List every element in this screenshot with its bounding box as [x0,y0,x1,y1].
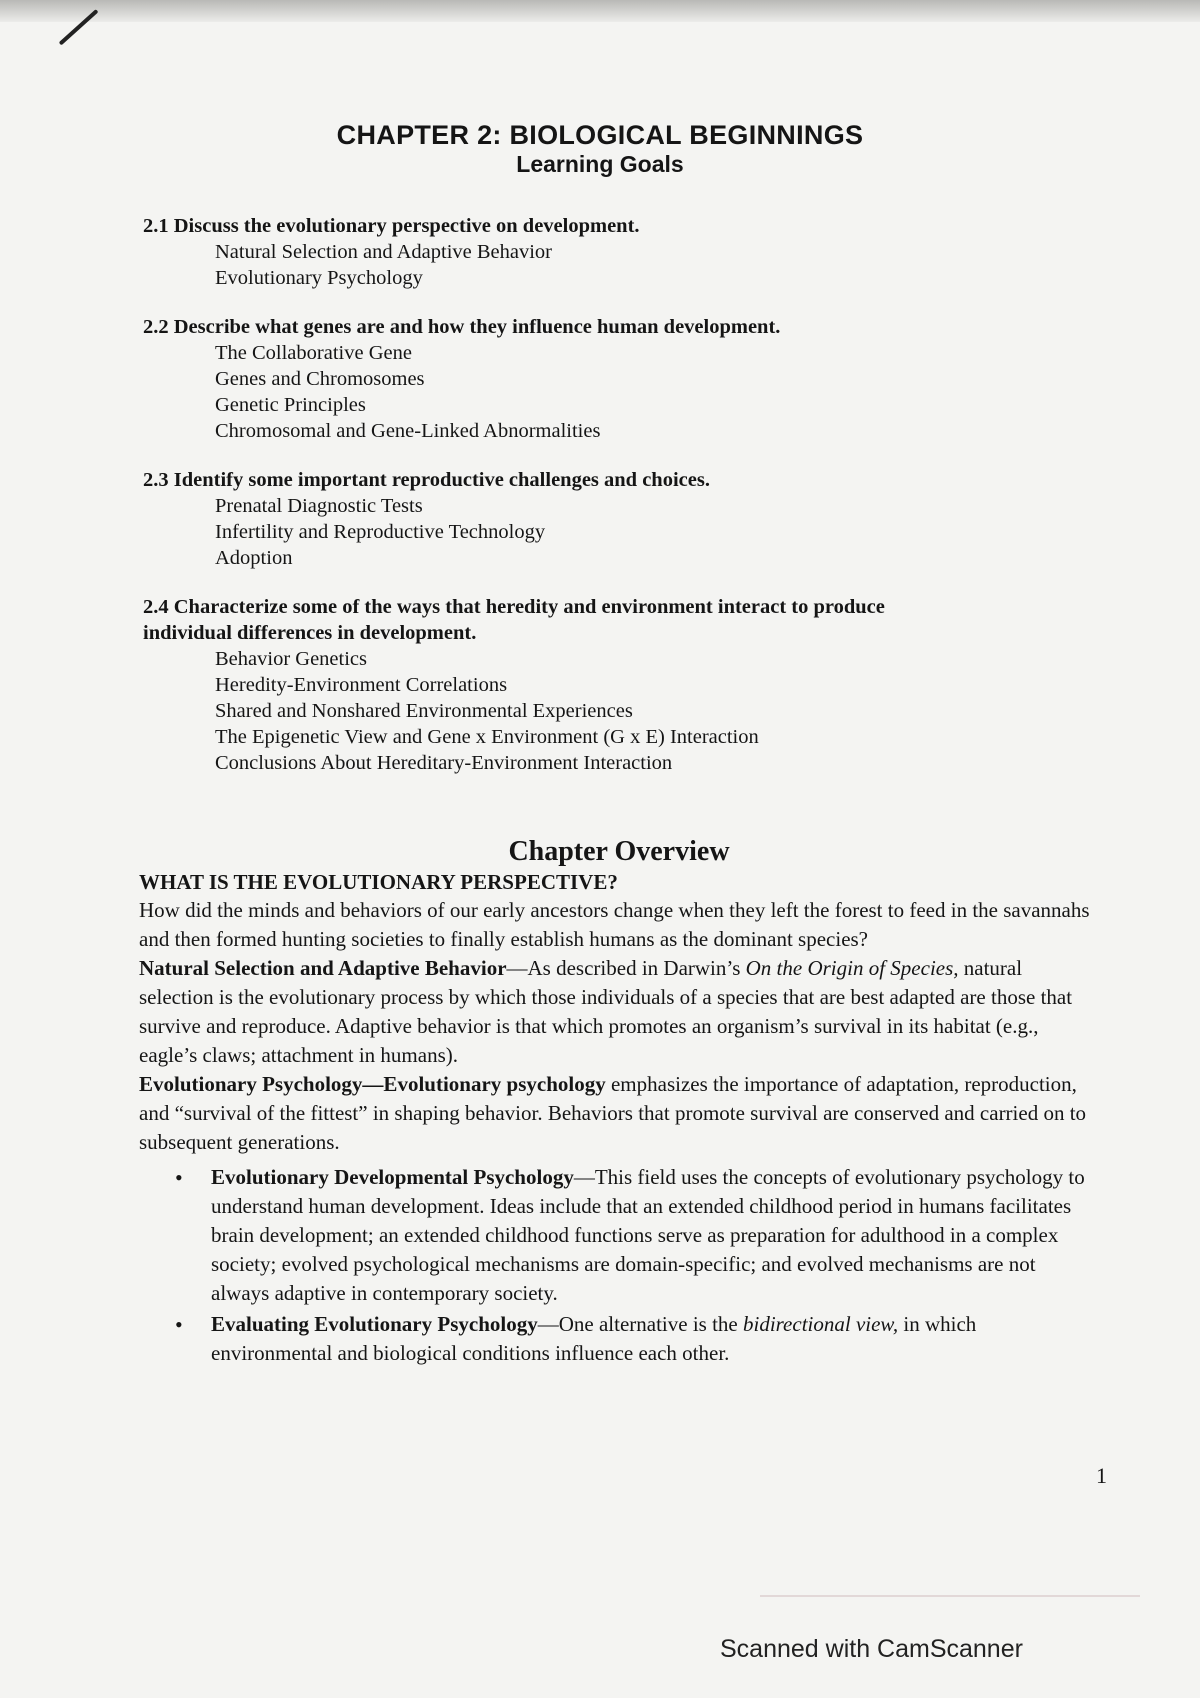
intro-paragraph: How did the minds and behaviors of our early ancestors change when they left the forest to feed in the savannahs and then formed hunting societies to finally establish humans as the dominant species? [139,898,1090,951]
bullet-italic-term: bidirectional view, [742,1312,899,1336]
page-number: 1 [1096,1463,1107,1488]
paragraph-text: —As described in Darwin’s [506,956,746,980]
goal-subtopic: Behavior Genetics [215,648,367,670]
evolutionary-psychology-paragraph [139,1070,1099,1157]
goal-subtopic: Conclusions About Hereditary-Environment Interaction [215,752,673,774]
goal-subtopic: The Collaborative Gene [215,342,412,364]
goal-heading: 2.2 Describe what genes are and how they influence human development. [143,316,781,338]
goal-subtopic: Shared and Nonshared Environmental Experiences [215,700,633,722]
footer-divider [760,1595,1140,1597]
goal-heading: 2.3 Identify some important reproductive challenges and choices. [143,469,710,491]
chapter-title: CHAPTER 2: BIOLOGICAL BEGINNINGS [336,120,864,150]
goal-subtopic: Prenatal Diagnostic Tests [215,495,423,517]
paragraph-text: natural selection is the evolutionary process by which those individuals of a species that are best adapted are those that survive and reproduce. Adaptive behavior is that which promotes an organism’s survival in its habitat (e.g., eagle’s claws; attachment in humans). [139,956,1073,1067]
bullet-text: —This field uses the concepts of evolutionary psychology to understand human development. Ideas include that an extended childhood period in humans facilitates brain development; an extended childhood functions serve as preparation for adulthood in a complex society; evolved psychological mechanisms are domain-specific; and evolved mechanisms are not always adaptive in contemporary society. [211,1165,1085,1305]
chapter-overview [139,835,1099,1370]
bullet-icon: • [175,1165,183,1190]
learning-goal-2-3 [143,467,1043,571]
learning-goals-list [143,213,1043,799]
goal-subtopic: Heredity-Environment Correlations [215,674,508,696]
book-title: On the Origin of Species, [745,956,959,980]
chapter-header [0,120,1200,178]
learning-goal-2-2 [143,314,1043,444]
goal-subtopic: Adoption [215,547,293,569]
camscanner-watermark: Scanned with CamScanner [720,1635,1023,1663]
paragraph-text: emphasizes the importance of adaptation, reproduction, and “survival of the fittest” in shaping behavior. Behaviors that promote survival are conserved and carried on to subsequent generations. [139,1072,1087,1154]
bullet-text: in which environmental and biological conditions influence each other. [211,1312,977,1365]
goal-subtopic: Evolutionary Psychology [215,267,423,289]
section-heading: WHAT IS THE EVOLUTIONARY PERSPECTIVE? [139,870,618,894]
bullet-icon: • [175,1312,183,1337]
learning-goals-title: Learning Goals [516,151,684,177]
goal-subtopic: The Epigenetic View and Gene x Environment (G x E) Interaction [215,726,759,748]
natural-selection-paragraph [139,954,1099,1070]
goal-subtopic: Genes and Chromosomes [215,368,425,390]
bullet-item [139,1310,1099,1368]
goal-heading: 2.1 Discuss the evolutionary perspective on development. [143,215,640,237]
learning-goal-2-4 [143,594,1043,776]
bullet-label: Evolutionary Developmental Psychology [211,1165,574,1189]
paragraph-label: Natural Selection and Adaptive Behavior [139,956,507,980]
bullet-label: Evaluating Evolutionary Psychology [211,1312,538,1336]
overview-bullets [139,1163,1099,1368]
overview-title: Chapter Overview [508,836,730,867]
goal-subtopic: Infertility and Reproductive Technology [215,521,546,543]
learning-goal-2-1 [143,213,1043,291]
bullet-item [139,1163,1099,1308]
goal-heading: 2.4 Characterize some of the ways that heredity and environment interact to produce [143,596,885,618]
goal-subtopic: Chromosomal and Gene-Linked Abnormalities [215,420,601,442]
paragraph-label: Evolutionary Psychology—Evolutionary psychology [139,1072,606,1096]
goal-subtopic: Genetic Principles [215,394,366,416]
goal-heading-continued: individual differences in development. [143,622,477,644]
bullet-text: —One alternative is the [537,1312,743,1336]
scan-edge-shadow [0,0,1200,22]
goal-subtopic: Natural Selection and Adaptive Behavior [215,241,553,263]
